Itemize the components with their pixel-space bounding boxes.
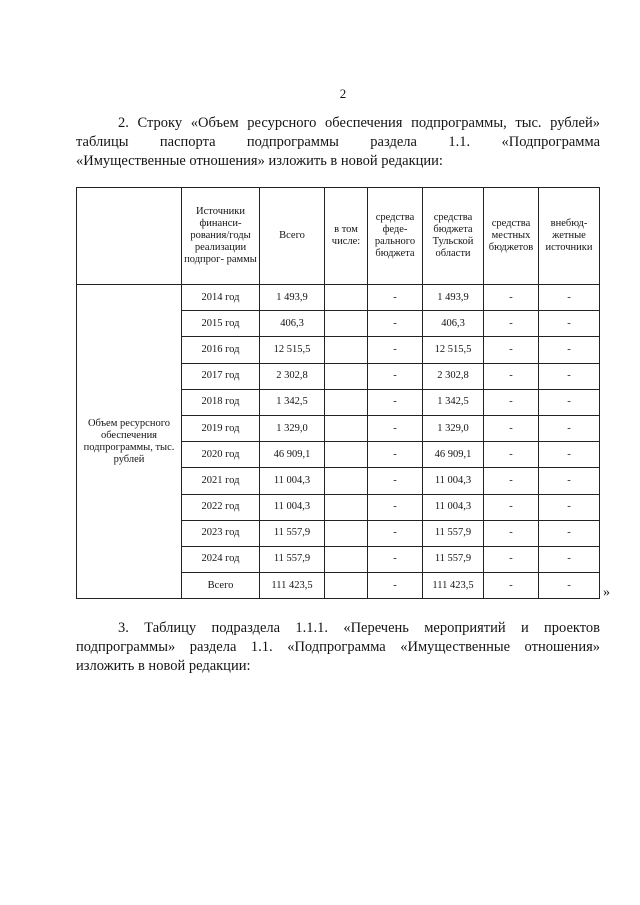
- cell-federal: -: [368, 546, 423, 572]
- cell-year: 2024 год: [182, 546, 260, 572]
- cell-including: [325, 363, 368, 389]
- paragraph-3-line-2: подпрограммы» раздела 1.1. «Подпрограмма «Имущественные отношения»: [76, 639, 600, 655]
- cell-total: 11 557,9: [260, 546, 325, 572]
- cell-year: 2016 год: [182, 337, 260, 363]
- paragraph-2-line-1: 2. Строку «Объем ресурсного обеспечения подпрограммы, тыс. рублей»: [118, 115, 600, 131]
- cell-local: -: [484, 520, 539, 546]
- cell-including: [325, 546, 368, 572]
- header-local: средства местных бюджетов: [484, 188, 539, 285]
- cell-federal: -: [368, 415, 423, 441]
- cell-extrabudget: -: [539, 389, 600, 415]
- header-regional: средства бюджета Тульской области: [423, 188, 484, 285]
- paragraph-3-line-3: изложить в новой редакции:: [76, 658, 251, 674]
- cell-extrabudget: -: [539, 311, 600, 337]
- paragraph-2-line-2: таблицы паспорта подпрограммы раздела 1.1. «Подпрограмма: [76, 134, 600, 150]
- cell-regional: 11 004,3: [423, 494, 484, 520]
- cell-year: 2021 год: [182, 468, 260, 494]
- cell-year: 2017 год: [182, 363, 260, 389]
- cell-including: [325, 494, 368, 520]
- cell-including: [325, 311, 368, 337]
- cell-federal: -: [368, 311, 423, 337]
- cell-federal: -: [368, 442, 423, 468]
- cell-local: -: [484, 442, 539, 468]
- cell-local: -: [484, 415, 539, 441]
- header-federal: средства феде- рального бюджета: [368, 188, 423, 285]
- cell-total: 11 004,3: [260, 468, 325, 494]
- cell-regional: 11 004,3: [423, 468, 484, 494]
- cell-extrabudget: -: [539, 363, 600, 389]
- cell-federal: -: [368, 468, 423, 494]
- cell-year: 2014 год: [182, 285, 260, 311]
- cell-regional: 12 515,5: [423, 337, 484, 363]
- cell-regional: 1 342,5: [423, 389, 484, 415]
- cell-including: [325, 285, 368, 311]
- cell-extrabudget: -: [539, 415, 600, 441]
- header-extrabudget: внебюд- жетные источники: [539, 188, 600, 285]
- cell-total: 2 302,8: [260, 363, 325, 389]
- cell-including: [325, 389, 368, 415]
- cell-regional: 406,3: [423, 311, 484, 337]
- header-sources: Источники финанси- рования/годы реализации подпрог- раммы: [182, 188, 260, 285]
- cell-regional: 11 557,9: [423, 520, 484, 546]
- cell-extrabudget: -: [539, 285, 600, 311]
- cell-year: 2022 год: [182, 494, 260, 520]
- paragraph-2: [76, 114, 600, 171]
- cell-year: 2015 год: [182, 311, 260, 337]
- cell-federal: -: [368, 520, 423, 546]
- cell-total: 46 909,1: [260, 442, 325, 468]
- cell-year: 2018 год: [182, 389, 260, 415]
- cell-extrabudget: -: [539, 442, 600, 468]
- cell-total: 1 342,5: [260, 389, 325, 415]
- page-number: 2: [339, 86, 347, 101]
- cell-extrabudget: -: [539, 573, 600, 599]
- paragraph-3-line-1: 3. Таблицу подраздела 1.1.1. «Перечень мероприятий и проектов: [118, 620, 600, 636]
- cell-total: 406,3: [260, 311, 325, 337]
- cell-local: -: [484, 573, 539, 599]
- header-including: в том числе:: [325, 188, 368, 285]
- cell-extrabudget: -: [539, 337, 600, 363]
- cell-local: -: [484, 363, 539, 389]
- cell-local: -: [484, 285, 539, 311]
- cell-extrabudget: -: [539, 546, 600, 572]
- cell-local: -: [484, 389, 539, 415]
- table-corner-cell: [77, 188, 182, 285]
- cell-including: [325, 442, 368, 468]
- table-body: [77, 285, 600, 599]
- cell-local: -: [484, 494, 539, 520]
- cell-regional: 1 493,9: [423, 285, 484, 311]
- cell-year: Всего: [182, 573, 260, 599]
- cell-including: [325, 415, 368, 441]
- cell-extrabudget: -: [539, 494, 600, 520]
- cell-extrabudget: -: [539, 468, 600, 494]
- closing-quote: »: [603, 585, 610, 600]
- cell-year: 2023 год: [182, 520, 260, 546]
- paragraph-3: [76, 619, 600, 676]
- resource-table: [76, 187, 600, 599]
- row-label-cell: Объем ресурсного обеспечения подпрограммы, тыс. рублей: [77, 285, 182, 599]
- cell-total: 12 515,5: [260, 337, 325, 363]
- cell-federal: -: [368, 573, 423, 599]
- cell-local: -: [484, 337, 539, 363]
- header-total: Всего: [260, 188, 325, 285]
- cell-including: [325, 337, 368, 363]
- cell-federal: -: [368, 285, 423, 311]
- cell-federal: -: [368, 363, 423, 389]
- cell-including: [325, 573, 368, 599]
- cell-year: 2020 год: [182, 442, 260, 468]
- cell-federal: -: [368, 389, 423, 415]
- cell-local: -: [484, 311, 539, 337]
- cell-regional: 46 909,1: [423, 442, 484, 468]
- cell-regional: 111 423,5: [423, 573, 484, 599]
- cell-regional: 1 329,0: [423, 415, 484, 441]
- cell-local: -: [484, 468, 539, 494]
- table-header-row: [77, 188, 600, 285]
- cell-total: 1 493,9: [260, 285, 325, 311]
- cell-including: [325, 520, 368, 546]
- cell-regional: 2 302,8: [423, 363, 484, 389]
- cell-federal: -: [368, 494, 423, 520]
- cell-total: 111 423,5: [260, 573, 325, 599]
- table-row: [77, 285, 600, 311]
- cell-including: [325, 468, 368, 494]
- cell-total: 11 557,9: [260, 520, 325, 546]
- cell-total: 11 004,3: [260, 494, 325, 520]
- cell-regional: 11 557,9: [423, 546, 484, 572]
- cell-federal: -: [368, 337, 423, 363]
- paragraph-2-line-3: «Имущественные отношения» изложить в новой редакции:: [76, 153, 443, 169]
- cell-extrabudget: -: [539, 520, 600, 546]
- cell-year: 2019 год: [182, 415, 260, 441]
- cell-local: -: [484, 546, 539, 572]
- cell-total: 1 329,0: [260, 415, 325, 441]
